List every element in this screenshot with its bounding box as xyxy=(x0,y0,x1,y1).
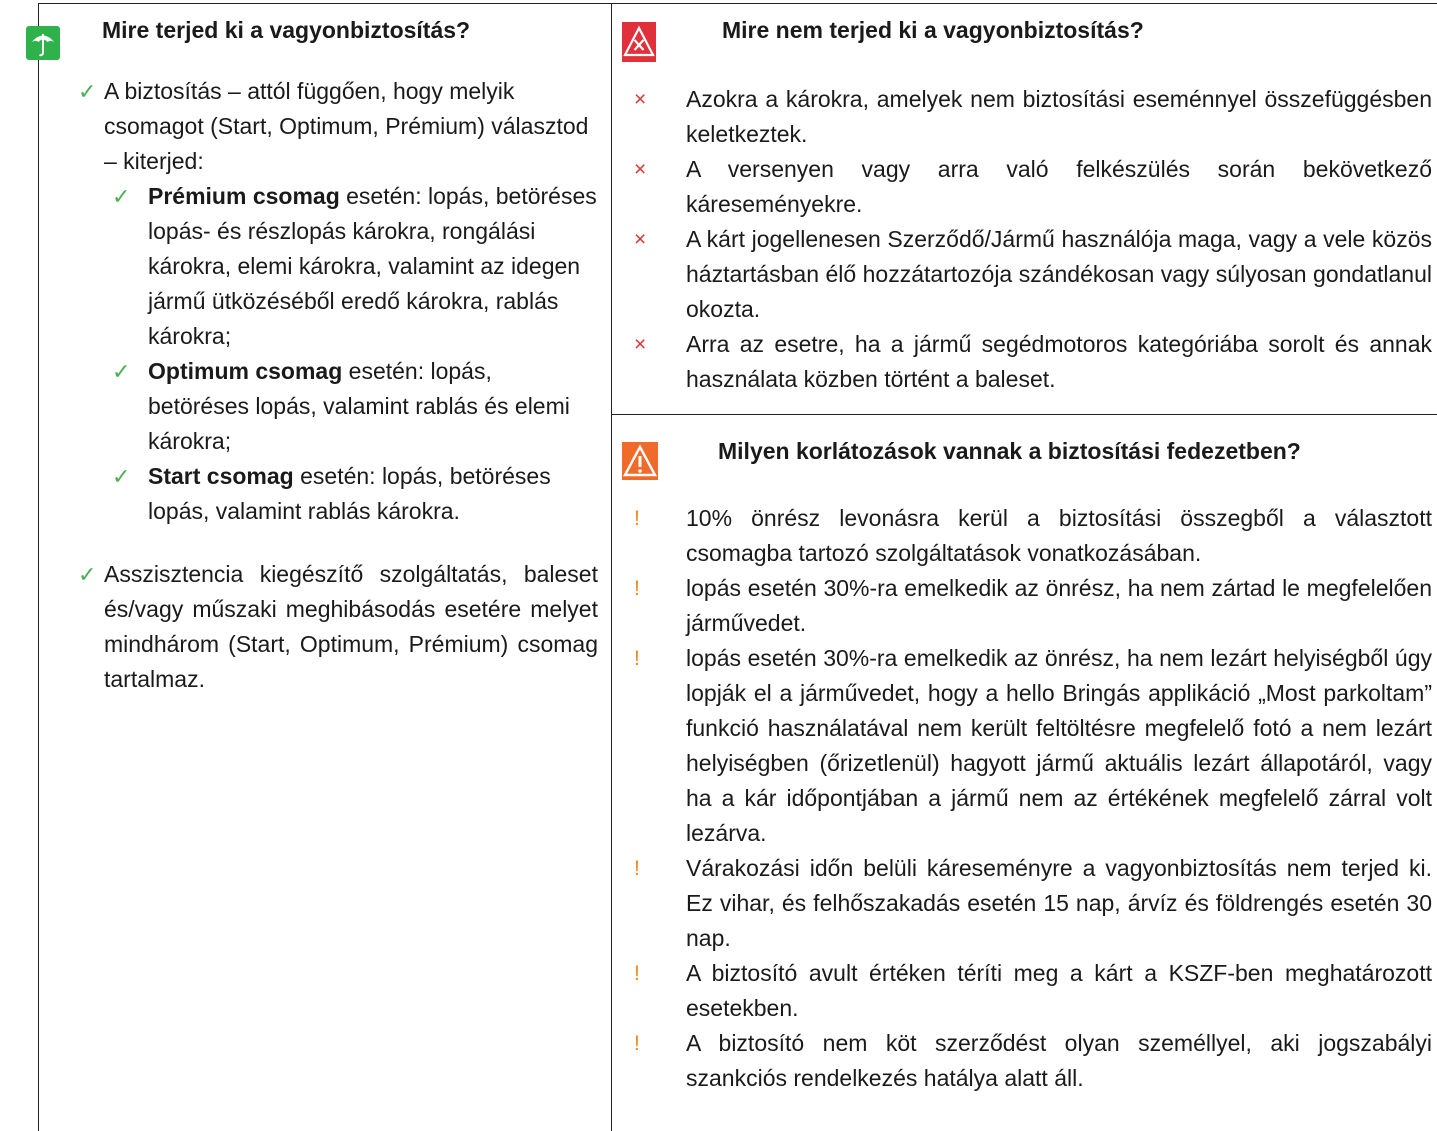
package-text: esetén: lopás, betöréses lopás, valamint rablás károkra. xyxy=(148,463,551,524)
table-border-left xyxy=(38,3,39,1131)
table-border-middle xyxy=(611,3,612,1131)
list-item-text: Azokra a károkra, amelyek nem biztosítási eseménnyel összefüggésben keletkeztek. xyxy=(686,86,1432,147)
list-item-text: A kárt jogellenesen Szerződő/Jármű használója maga, vagy a vele közös háztartásban élő hozzátartozója szándékosan vagy súlyosan gondatlanul okozta. xyxy=(686,226,1432,322)
package-text: esetén: lopás, betöréses lopás, valamint rablás és elemi károkra; xyxy=(148,358,570,454)
list-item xyxy=(626,1026,1432,1096)
exclamation-icon: ! xyxy=(634,577,640,600)
checkmark-icon: ✓ xyxy=(112,184,131,209)
list-item xyxy=(626,222,1432,327)
package-name: Start csomag xyxy=(148,463,294,489)
list-item-text: lopás esetén 30%-ra emelkedik az önrész, ha nem zártad le megfelelően járművedet. xyxy=(686,575,1432,636)
list-item-text: A biztosítás – attól függően, hogy melyik csomagot (Start, Optimum, Prémium) választod – kiterjed: xyxy=(104,78,589,174)
list-item xyxy=(78,557,598,697)
list-item-text: Arra az esetre, ha a jármű segédmotoros kategóriába sorolt és annak használata közben történt a baleset. xyxy=(686,331,1432,392)
list-item xyxy=(626,571,1432,641)
list-item-text: Várakozási időn belüli káreseményre a vagyonbiztosítás nem terjed ki. Ez vihar, és felhőszakadás esetén 15 nap, árvíz és földrengés esetén 30 nap. xyxy=(686,855,1432,951)
list-item xyxy=(626,327,1432,397)
limitations-title: Milyen korlátozások vannak a biztosítási fedezetben? xyxy=(718,438,1301,464)
not-covered-list xyxy=(626,82,1432,397)
list-item xyxy=(626,956,1432,1026)
list-item-text: 10% önrész levonásra kerül a biztosítási összegből a választott csomagba tartozó szolgáltatások vonatkozásában. xyxy=(686,505,1432,566)
list-item xyxy=(626,641,1432,851)
list-item xyxy=(112,179,598,354)
cross-icon: × xyxy=(634,88,647,111)
limitations-list xyxy=(626,501,1432,1096)
list-item xyxy=(626,501,1432,571)
list-item-text: lopás esetén 30%-ra emelkedik az önrész, ha nem lezárt helyiségből úgy lopják el a járművedet, hogy a hello Bringás applikáció „Most parkoltam” funkció használatával nem került feltöltésre megfelelő fotó a nem lezárt helyiségben (őrizetlenül) hagyott jármű aktuális lezárt állapotáról, vagy ha a kár időpontjában a jármű nem az értékének megfelelő zárral volt lezárva. xyxy=(686,645,1432,846)
package-name: Prémium csomag xyxy=(148,183,340,209)
exclamation-icon: ! xyxy=(634,857,640,880)
package-list xyxy=(112,179,598,529)
list-item xyxy=(626,851,1432,956)
exclamation-icon: ! xyxy=(634,647,640,670)
package-name: Optimum csomag xyxy=(148,358,343,384)
exclamation-icon: ! xyxy=(634,1032,640,1055)
list-item xyxy=(78,74,598,529)
checkmark-icon: ✓ xyxy=(112,464,131,489)
checkmark-icon: ✓ xyxy=(78,562,97,587)
list-item-text: A biztosító avult értéken téríti meg a kárt a KSZF-ben meghatározott esetekben. xyxy=(686,960,1432,1021)
list-item xyxy=(112,459,598,529)
not-covered-title: Mire nem terjed ki a vagyonbiztosítás? xyxy=(722,17,1144,43)
table-border-right-separator xyxy=(611,414,1437,415)
exclamation-icon: ! xyxy=(634,507,640,530)
umbrella-icon xyxy=(26,26,60,60)
checkmark-icon: ✓ xyxy=(78,79,97,104)
table-border-top xyxy=(38,3,1437,4)
list-item-text: A versenyen vagy arra való felkészülés során bekövetkező káreseményekre. xyxy=(686,156,1432,217)
checkmark-icon: ✓ xyxy=(112,359,131,384)
covered-list xyxy=(78,74,598,697)
list-item xyxy=(626,82,1432,152)
cross-icon: × xyxy=(634,158,647,181)
list-item xyxy=(626,152,1432,222)
list-item-text: A biztosító nem köt szerződést olyan személlyel, aki jogszabályi szankciós rendelkezés hatálya alatt áll. xyxy=(686,1030,1432,1091)
list-item xyxy=(112,354,598,459)
cross-icon: × xyxy=(634,333,647,356)
warning-triangle-icon xyxy=(622,435,658,487)
list-item-text: Asszisztencia kiegészítő szolgáltatás, baleset és/vagy műszaki meghibásodás esetére melyet mindhárom (Start, Optimum, Prémium) csomag tartalmaz. xyxy=(104,561,598,692)
cross-icon: × xyxy=(634,228,647,251)
exclamation-icon: ! xyxy=(634,962,640,985)
package-text: esetén: lopás, betöréses lopás- és részlopás károkra, rongálási károkra, elemi károkra, valamint az idegen jármű ütközéséből eredő károkra, rablás károkra; xyxy=(148,183,597,349)
cross-warning-icon xyxy=(622,16,656,68)
covered-title: Mire terjed ki a vagyonbiztosítás? xyxy=(102,17,471,43)
